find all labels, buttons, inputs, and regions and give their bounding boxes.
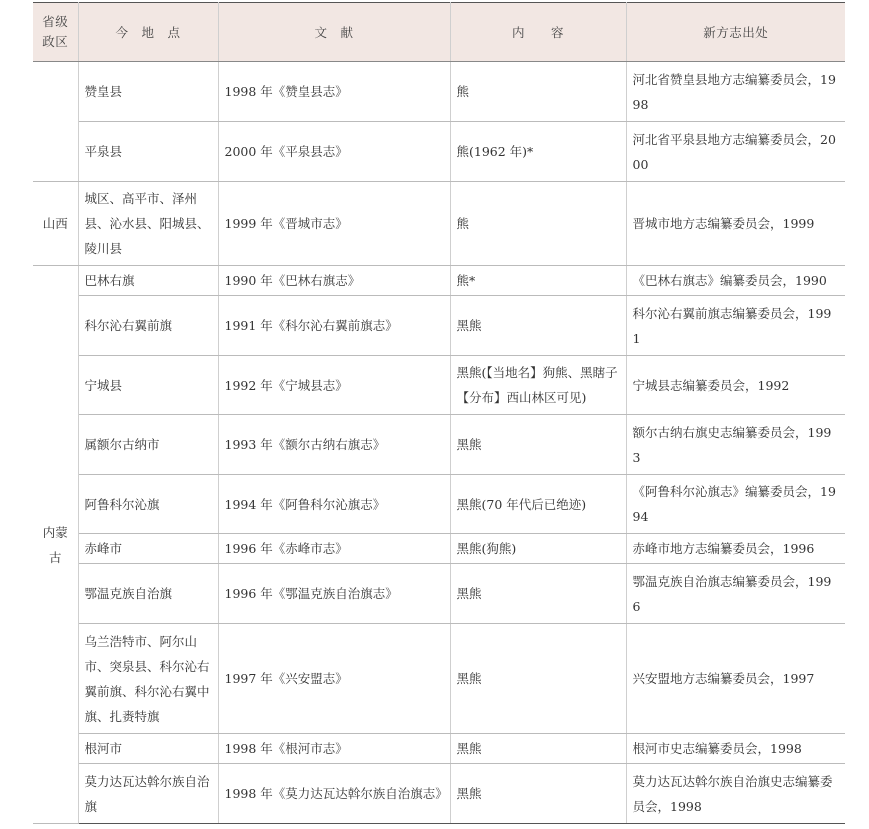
source-cell: 兴安盟地方志编纂委员会，1997 — [626, 624, 845, 734]
document-cell: 1998 年《根河市志》 — [218, 734, 450, 764]
province-cell — [33, 62, 78, 182]
table-row — [33, 356, 845, 415]
content-cell: 黑熊 — [450, 564, 626, 624]
source-cell: 晋城市地方志编纂委员会，1999 — [626, 182, 845, 266]
document-cell: 1990 年《巴林右旗志》 — [218, 266, 450, 296]
table-row — [33, 624, 845, 734]
table-row — [33, 764, 845, 824]
document-cell: 1991 年《科尔沁右翼前旗志》 — [218, 296, 450, 356]
table-row — [33, 534, 845, 564]
content-cell: 黑熊(【当地名】狗熊、黑瞎子【分布】西山林区可见) — [450, 356, 626, 415]
content-cell: 黑熊(70 年代后已绝迹) — [450, 475, 626, 534]
header-source: 新方志出处 — [626, 3, 845, 62]
source-cell: 鄂温克族自治旗志编纂委员会，1996 — [626, 564, 845, 624]
place-cell: 乌兰浩特市、阿尔山市、突泉县、科尔沁右翼前旗、科尔沁右翼中旗、扎赉特旗 — [78, 624, 218, 734]
document-cell: 1993 年《额尔古纳右旗志》 — [218, 415, 450, 475]
place-cell: 阿鲁科尔沁旗 — [78, 475, 218, 534]
place-cell: 赤峰市 — [78, 534, 218, 564]
table-row — [33, 62, 845, 122]
document-cell: 1998 年《莫力达瓦达斡尔族自治旗志》 — [218, 764, 450, 824]
source-cell: 河北省赞皇县地方志编纂委员会，1998 — [626, 62, 845, 122]
content-cell: 黑熊 — [450, 296, 626, 356]
content-cell: 熊(1962 年)* — [450, 122, 626, 182]
content-cell: 黑熊 — [450, 764, 626, 824]
province-cell: 内蒙古 — [33, 266, 78, 824]
source-cell: 宁城县志编纂委员会，1992 — [626, 356, 845, 415]
content-cell: 熊 — [450, 62, 626, 122]
place-cell: 平泉县 — [78, 122, 218, 182]
content-cell: 黑熊 — [450, 415, 626, 475]
place-cell: 巴林右旗 — [78, 266, 218, 296]
content-cell: 黑熊(狗熊) — [450, 534, 626, 564]
document-cell: 1994 年《阿鲁科尔沁旗志》 — [218, 475, 450, 534]
table-row — [33, 266, 845, 296]
source-cell: 科尔沁右翼前旗志编纂委员会，1991 — [626, 296, 845, 356]
header-content: 内 容 — [450, 3, 626, 62]
header-place: 今 地 点 — [78, 3, 218, 62]
table-row — [33, 475, 845, 534]
table-row — [33, 734, 845, 764]
source-cell: 河北省平泉县地方志编纂委员会，2000 — [626, 122, 845, 182]
source-cell: 莫力达瓦达斡尔族自治旗史志编纂委员会，1998 — [626, 764, 845, 824]
table-row — [33, 564, 845, 624]
table-row — [33, 296, 845, 356]
document-cell: 1999 年《晋城市志》 — [218, 182, 450, 266]
content-cell: 黑熊 — [450, 624, 626, 734]
place-cell: 赞皇县 — [78, 62, 218, 122]
place-cell: 鄂温克族自治旗 — [78, 564, 218, 624]
bear-records-table — [33, 2, 845, 824]
place-cell: 根河市 — [78, 734, 218, 764]
document-cell: 1992 年《宁城县志》 — [218, 356, 450, 415]
province-cell: 山西 — [33, 182, 78, 266]
document-cell: 1997 年《兴安盟志》 — [218, 624, 450, 734]
place-cell: 属额尔古纳市 — [78, 415, 218, 475]
place-cell: 城区、高平市、泽州县、沁水县、阳城县、陵川县 — [78, 182, 218, 266]
place-cell: 科尔沁右翼前旗 — [78, 296, 218, 356]
content-cell: 黑熊 — [450, 734, 626, 764]
table-row — [33, 122, 845, 182]
source-cell: 根河市史志编纂委员会，1998 — [626, 734, 845, 764]
source-cell: 《阿鲁科尔沁旗志》编纂委员会，1994 — [626, 475, 845, 534]
table-row — [33, 182, 845, 266]
content-cell: 熊 — [450, 182, 626, 266]
source-cell: 《巴林右旗志》编纂委员会，1990 — [626, 266, 845, 296]
content-cell: 熊* — [450, 266, 626, 296]
document-cell: 2000 年《平泉县志》 — [218, 122, 450, 182]
document-cell: 1996 年《鄂温克族自治旗志》 — [218, 564, 450, 624]
source-cell: 额尔古纳右旗史志编纂委员会，1993 — [626, 415, 845, 475]
source-cell: 赤峰市地方志编纂委员会，1996 — [626, 534, 845, 564]
place-cell: 莫力达瓦达斡尔族自治旗 — [78, 764, 218, 824]
header-province: 省级政区 — [33, 3, 78, 62]
place-cell: 宁城县 — [78, 356, 218, 415]
document-cell: 1996 年《赤峰市志》 — [218, 534, 450, 564]
table-row — [33, 415, 845, 475]
document-cell: 1998 年《赞皇县志》 — [218, 62, 450, 122]
header-row — [33, 3, 845, 62]
header-document: 文 献 — [218, 3, 450, 62]
